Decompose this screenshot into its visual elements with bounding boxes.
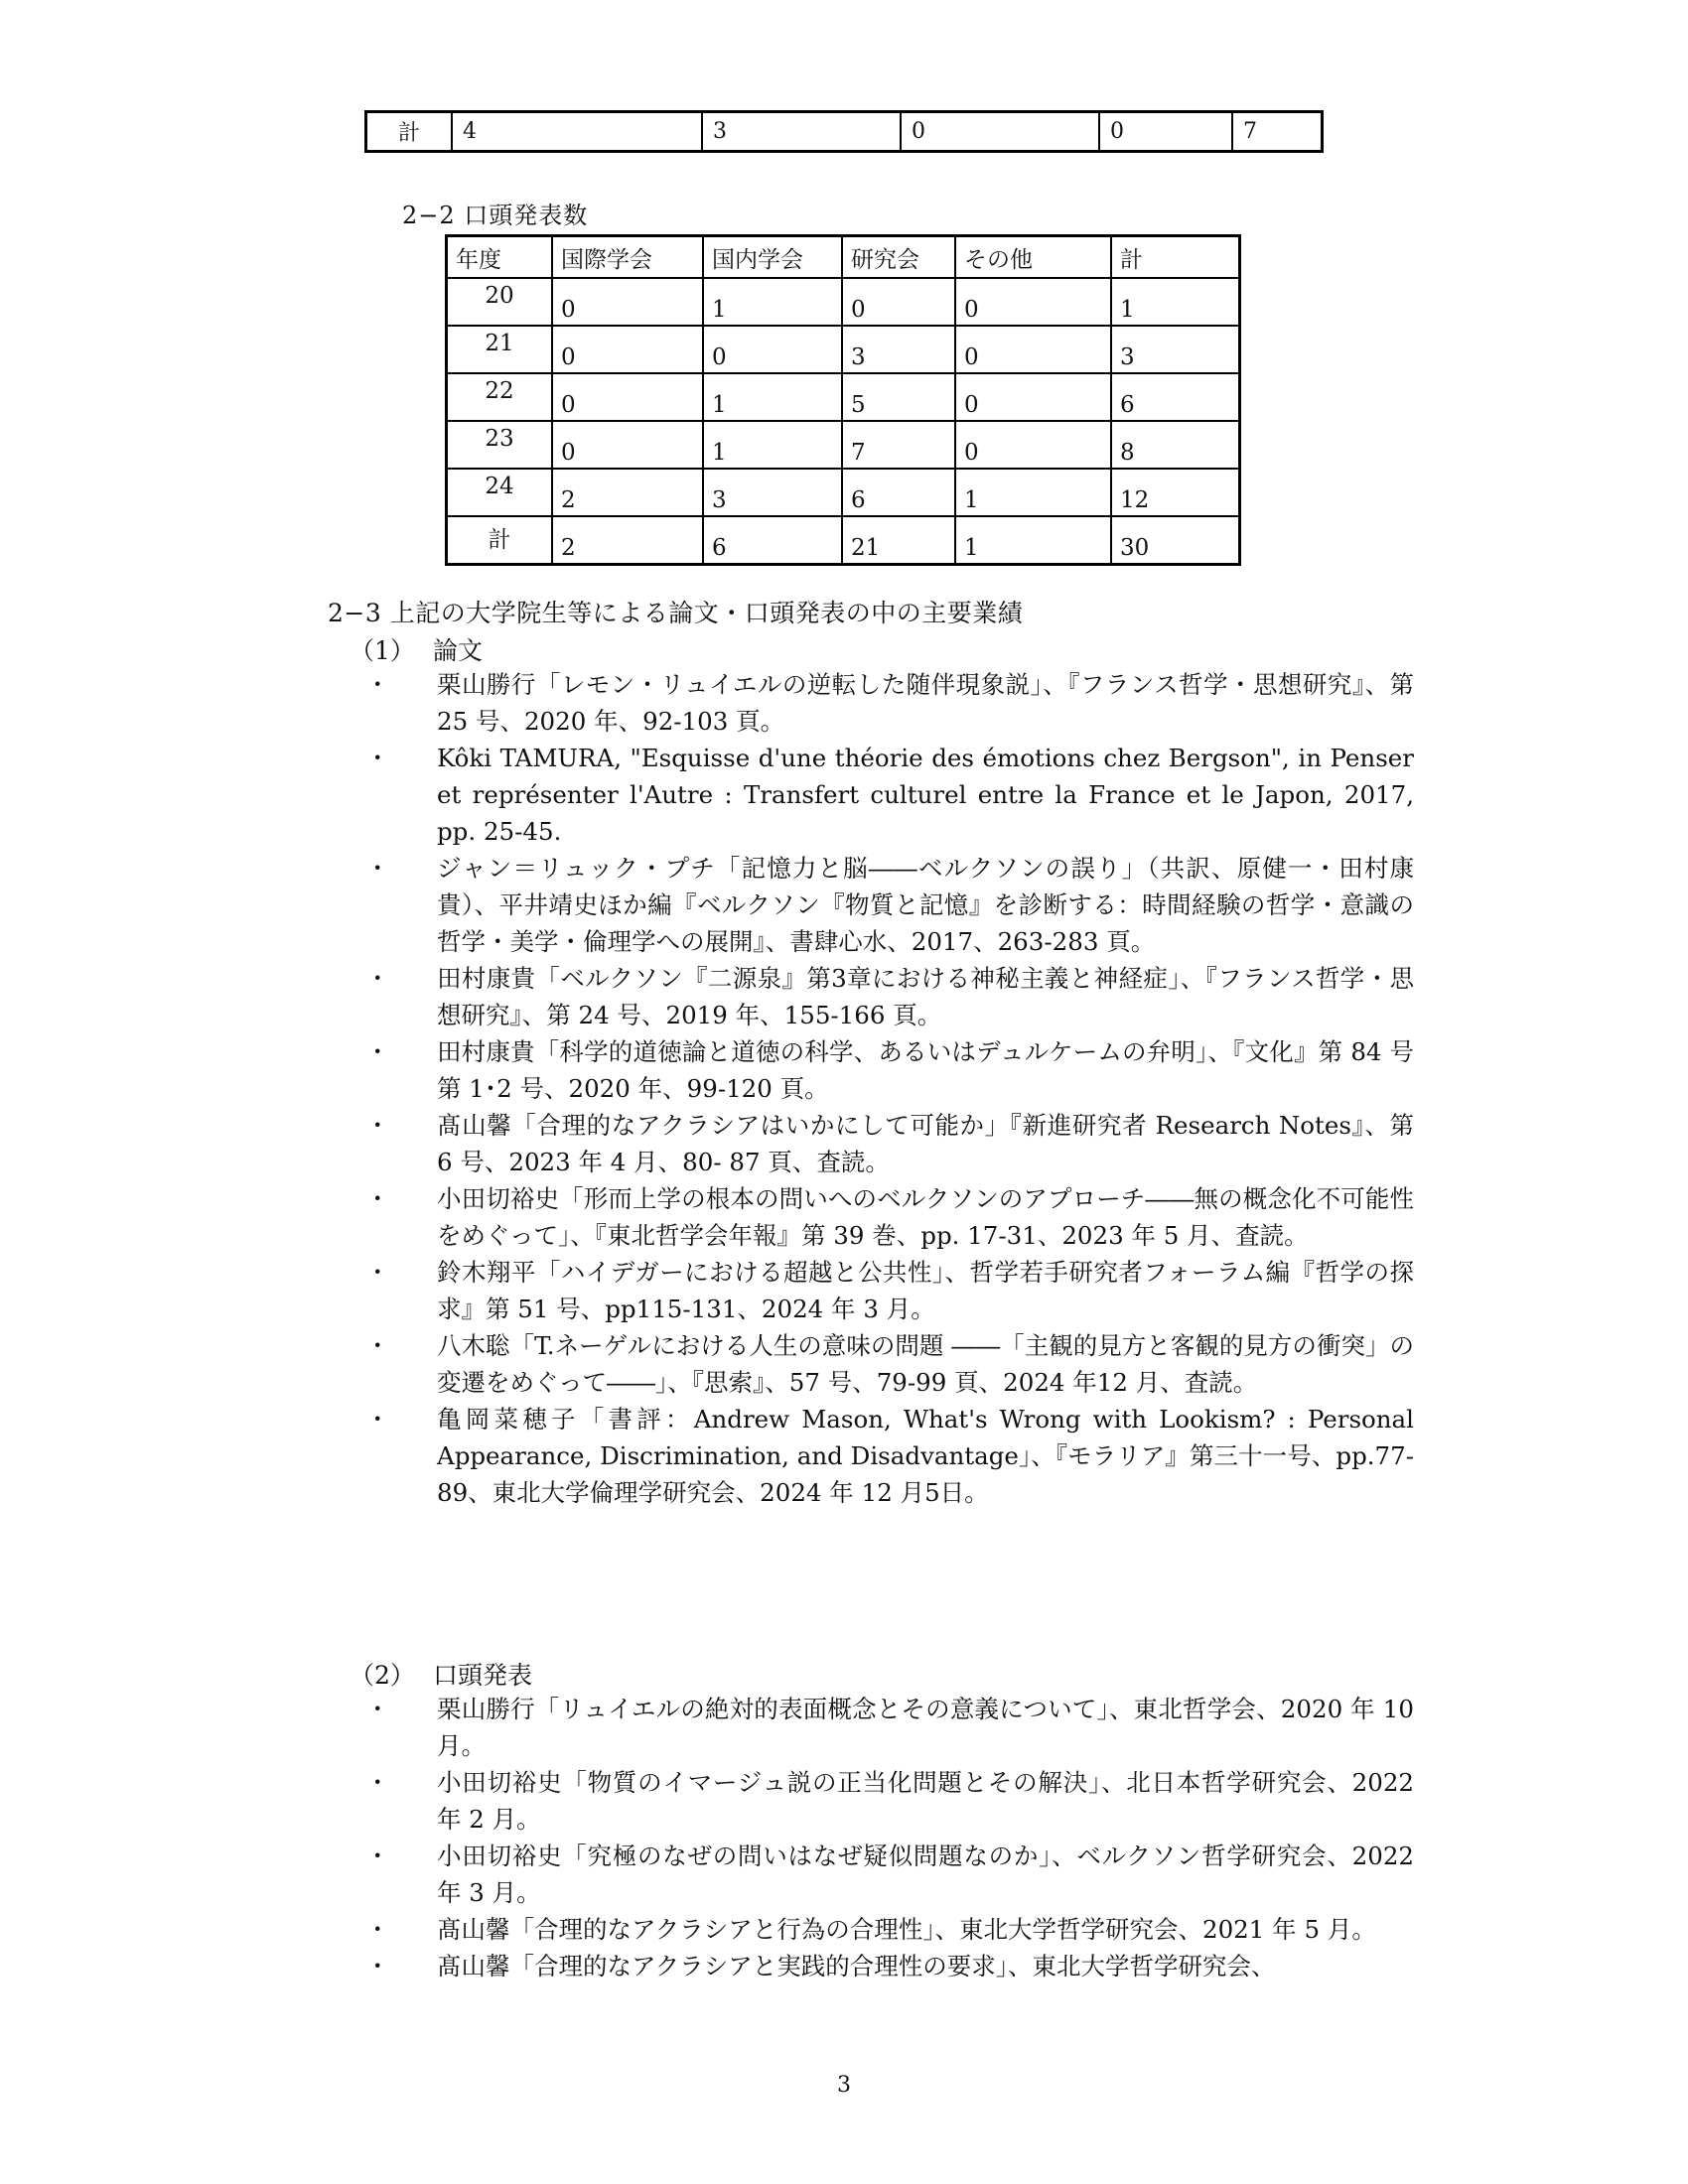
papers-list [361,666,1414,1511]
list-item-text: 田村康貴「ベルクソン『二源泉』第3章における神秘主義と神経症」、『フランス哲学・思想研究』、第 24 号、2019 年、155-166 頁。 [437,964,1414,1029]
table-row [447,278,1240,326]
list-item-text: 亀岡菜穂子「書評：Andrew Mason, What's Wrong with Lookism? : Personal Appearance, Discrimination, and Disadvantage」、『モラリア』第三十一号、pp.77-89、東北大学倫理学研究会、2024 年 12 月5日。 [437,1405,1414,1507]
table-cell: 計 [366,112,453,152]
bullet-icon: ・ [365,1952,390,1980]
table-cell: 3 [703,469,842,516]
bullet-icon: ・ [365,1405,390,1433]
bullet-icon: ・ [365,1037,390,1066]
bullet-icon: ・ [365,1331,390,1360]
list-item-text: 田村康貴「科学的道徳論と道徳の科学、あるいはデュルケームの弁明」、『文化』第 84 号第 1･2 号、2020 年、99-120 頁。 [437,1037,1414,1103]
column-header: 計 [1111,236,1240,279]
list-item-text: 小田切裕史「物質のイマージュ説の正当化問題とその解決」、北日本哲学研究会、2022 年 2 月。 [437,1768,1414,1834]
table-cell: 2 [552,469,703,516]
page-number: 3 [837,2073,851,2098]
column-header: その他 [955,236,1111,279]
table-row [447,469,1240,516]
column-header: 研究会 [842,236,955,279]
table-row [447,373,1240,421]
list-item [361,1033,1414,1107]
table-cell: 0 [955,326,1111,373]
bullet-icon: ・ [365,964,390,993]
list-item [361,1180,1414,1254]
table-cell: 22 [447,373,553,421]
table-cell: 0 [1099,112,1232,152]
table-cell: 7 [1232,112,1323,152]
table-cell: 20 [447,278,553,326]
table-cell: 0 [955,373,1111,421]
table-cell: 0 [842,278,955,326]
table-row [447,421,1240,469]
list-item-text: 鈴木翔平「ハイデガーにおける超越と公共性」、哲学若手研究者フォーラム編『哲学の探求』第 51 号、pp115-131、2024 年 3 月。 [437,1258,1414,1323]
list-item [361,740,1414,850]
section-heading-2-3: 2−3 上記の大学院生等による論文・口頭発表の中の主要業績 [328,599,1024,627]
subsection-label: 論文 [433,636,484,665]
table-cell: 0 [552,373,703,421]
table-cell: 1 [703,421,842,469]
bullet-icon: ・ [365,1768,390,1797]
table-cell: 3 [702,112,901,152]
list-item [361,850,1414,960]
list-item [361,1107,1414,1180]
bullet-icon: ・ [365,1258,390,1287]
presentations-list [361,1691,1414,1984]
bullet-icon: ・ [365,670,390,699]
subsection-label: 口頭発表 [433,1661,533,1690]
bullet-icon: ・ [365,854,390,883]
section-heading-2-2: 2−2 口頭発表数 [402,202,589,229]
bullet-icon: ・ [365,1695,390,1723]
table-cell: 6 [703,516,842,565]
table-cell: 0 [901,112,1099,152]
table-cell: 2 [552,516,703,565]
list-item-text: Kôki TAMURA, "Esquisse d'une théorie des émotions chez Bergson", in Penser et représenter l'Autre : Transfert culturel entre la France et le Japon, 2017, pp. 25-45. [437,744,1414,846]
list-item [361,1691,1414,1764]
table-cell: 0 [552,278,703,326]
table-cell: 0 [552,421,703,469]
table-cell: 7 [842,421,955,469]
list-item [361,1764,1414,1838]
table-cell: 24 [447,469,553,516]
subsection-number: （1） [350,636,415,665]
list-item-text: 小田切裕史「形而上学の根本の問いへのベルクソンのアプローチ――無の概念化不可能性をめぐって」、『東北哲学会年報』第 39 巻、pp. 17-31、2023 年 5 月、査読。 [437,1184,1414,1250]
list-item-text: 八木聡「T.ネーゲルにおける人生の意味の問題 ――「主観的見方と客観的見方の衝突」の変遷をめぐって――」、『思索』、57 号、79-99 頁、2024 年12 月、査読。 [437,1331,1414,1397]
list-item [361,1327,1414,1401]
bullet-icon: ・ [365,744,390,772]
table-cell: 1 [955,469,1111,516]
list-item [361,1948,1414,1984]
table-cell: 1 [1111,278,1240,326]
list-item [361,1401,1414,1511]
table-cell: 1 [703,373,842,421]
table-cell: 1 [703,278,842,326]
list-item-text: 髙山馨「合理的なアクラシアと行為の合理性」、東北大学哲学研究会、2021 年 5 月。 [437,1915,1376,1944]
publication-total-table [364,110,1324,153]
list-item-text: 栗山勝行「リュイエルの絶対的表面概念とその意義について」、東北哲学会、2020 年 10 月。 [437,1695,1414,1760]
subsection-number: （2） [350,1661,415,1690]
bullet-icon: ・ [365,1915,390,1944]
table-cell: 21 [447,326,553,373]
table-row-total [447,516,1240,565]
table-cell: 4 [452,112,702,152]
table-cell: 6 [1111,373,1240,421]
table-header-row [447,236,1240,279]
bullet-icon: ・ [365,1842,390,1870]
list-item [361,666,1414,740]
oral-presentation-count-table [445,234,1241,566]
bullet-icon: ・ [365,1184,390,1213]
column-header: 国際学会 [552,236,703,279]
bullet-icon: ・ [365,1111,390,1140]
table-cell: 1 [955,516,1111,565]
list-item-text: 栗山勝行「レモン・リュイエルの逆転した随伴現象説」、『フランス哲学・思想研究』、第 25 号、2020 年、92-103 頁。 [437,670,1414,736]
table-row [447,326,1240,373]
table-cell: 8 [1111,421,1240,469]
table-cell: 0 [955,421,1111,469]
table-cell: 0 [552,326,703,373]
list-item [361,1911,1414,1948]
table-cell: 6 [842,469,955,516]
list-item [361,1838,1414,1911]
column-header: 国内学会 [703,236,842,279]
table-cell: 12 [1111,469,1240,516]
table-cell: 0 [955,278,1111,326]
table-cell: 計 [447,516,553,565]
column-header: 年度 [447,236,553,279]
table-cell: 5 [842,373,955,421]
table-row-total [366,112,1323,152]
table-cell: 3 [842,326,955,373]
list-item-text: 小田切裕史「究極のなぜの問いはなぜ疑似問題なのか」、ベルクソン哲学研究会、2022 年 3 月。 [437,1842,1414,1907]
list-item [361,1254,1414,1327]
table-cell: 30 [1111,516,1240,565]
list-item-text: 髙山馨「合理的なアクラシアはいかにして可能か」『新進研究者 Research Notes』、第 6 号、2023 年 4 月、80- 87 頁、査読。 [437,1111,1414,1176]
table-cell: 0 [703,326,842,373]
table-cell: 23 [447,421,553,469]
table-cell: 3 [1111,326,1240,373]
table-cell: 21 [842,516,955,565]
list-item-text: ジャン＝リュック・プチ「記憶力と脳――ベルクソンの誤り」（共訳、原健一・田村康貴）、平井靖史ほか編『ベルクソン『物質と記憶』を診断する：時間経験の哲学・意識の哲学・美学・倫理学への展開』、書肆心水、2017、263-283 頁。 [437,854,1414,956]
list-item [361,960,1414,1033]
list-item-text: 髙山馨「合理的なアクラシアと実践的合理性の要求」、東北大学哲学研究会、 [437,1952,1276,1980]
